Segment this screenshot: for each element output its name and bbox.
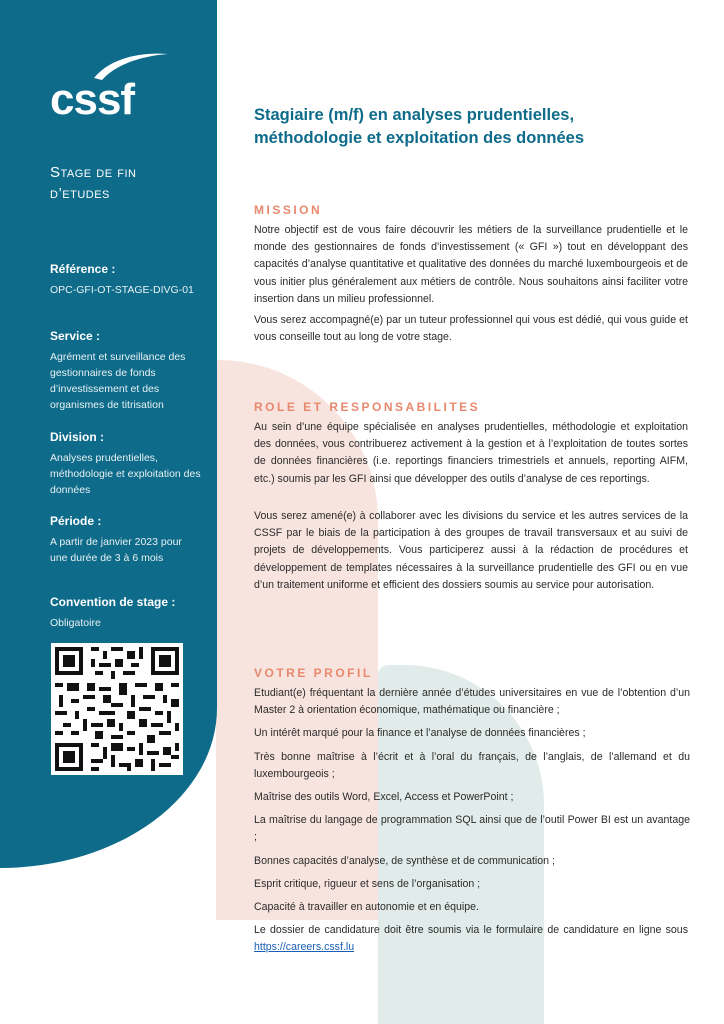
division-label: Division : bbox=[50, 430, 105, 444]
convention-block bbox=[50, 595, 205, 631]
profil-item: Un intérêt marqué pour la finance et l’analyse de données financières ; bbox=[254, 727, 586, 740]
reference-block bbox=[50, 262, 205, 298]
qr-code-icon[interactable] bbox=[51, 643, 183, 775]
convention-label: Convention de stage : bbox=[50, 595, 176, 609]
profil-item: Capacité à travailler en autonomie et en équipe. bbox=[254, 901, 479, 914]
role-heading: ROLE ET RESPONSABILITES bbox=[254, 400, 481, 414]
profil-item: La maîtrise du langage de programmation SQL ainsi que de l’outil Power BI est un avantage ; bbox=[254, 814, 690, 844]
role-paragraph-1: Au sein d’une équipe spécialisée en analyses prudentielles, méthodologie et exploitation des données, vous contribuerez activement à la gestion et à l’exploitation de toutes sortes de données financières (i.e. reportings financiers trimestriels et annuels, reporting AIFM, etc.) soumis par les GFI ainsi que développer des outils d’analyse de ces reportings. bbox=[254, 421, 688, 485]
service-value: Agrément et surveillance des gestionnaires de fonds d’investissement et des organismes de titrisation bbox=[50, 351, 186, 411]
profil-item: Etudiant(e) fréquentant la dernière année d’études universitaires en vue de l’obtention d’un Master 2 à orientation économique, mathématique ou financière ; bbox=[254, 687, 690, 717]
logo-wordmark: cssf bbox=[50, 75, 135, 124]
convention-value: Obligatoire bbox=[50, 617, 101, 629]
careers-link[interactable]: https://careers.cssf.lu bbox=[254, 941, 355, 954]
sidebar bbox=[0, 0, 217, 868]
closing-text: Le dossier de candidature doit être soumis via le formulaire de candidature en ligne sous bbox=[254, 924, 688, 936]
reference-value: OPC-GFI-OT-STAGE-DIVG-01 bbox=[50, 284, 194, 296]
profil-item: Maîtrise des outils Word, Excel, Access et PowerPoint ; bbox=[254, 791, 514, 804]
stage-title: Stage de fin d’etudes bbox=[50, 164, 137, 202]
periode-label: Période : bbox=[50, 514, 102, 528]
profil-item: Esprit critique, rigueur et sens de l’organisation ; bbox=[254, 877, 481, 890]
service-label: Service : bbox=[50, 329, 101, 343]
service-block bbox=[50, 329, 205, 413]
mission-paragraph-1: Notre objectif est de vous faire découvrir les métiers de la surveillance prudentielle et le monde des gestionnaires de fonds d’investissement (« GFI ») tout en développant des capacités d’analyse quantitative et qualitative des données du marché luxembourgeois et de vous initier plus généralement aux métiers de contrôle. Nous souhaitons ainsi faciliter votre insertion dans un milieu professionnel. bbox=[254, 224, 688, 305]
division-block bbox=[50, 430, 205, 498]
mission-heading: MISSION bbox=[254, 203, 323, 217]
closing-paragraph bbox=[254, 922, 688, 956]
profil-item: Bonnes capacités d’analyse, de synthèse et de communication ; bbox=[254, 854, 555, 867]
profil-list bbox=[254, 685, 690, 922]
periode-block bbox=[50, 514, 205, 566]
profil-item: Très bonne maîtrise à l’écrit et à l’oral du français, de l’anglais, de l’allemand et du luxembourgeois ; bbox=[254, 750, 690, 780]
profil-heading: VOTRE PROFIL bbox=[254, 666, 373, 680]
division-value: Analyses prudentielles, méthodologie et exploitation des données bbox=[50, 452, 201, 496]
role-paragraph-2: Vous serez amené(e) à collaborer avec les divisions du service et les autres services de la CSSF par le biais de la participation à des groupes de travail transversaux et au suivi de projets de développements. Vous participerez aussi à la rédaction de procédures et développement de templates nécessaires à la surveillance prudentielle des GFI ou en vue d’un traitement uniforme et efficient des dossiers soumis au service pour autorisation. bbox=[254, 510, 688, 591]
mission-paragraph-2: Vous serez accompagné(e) par un tuteur professionnel qui vous est dédié, qui vous guide et vous conseille tout au long de votre stage. bbox=[254, 314, 688, 344]
job-title: Stagiaire (m/f) en analyses prudentielles, méthodologie et exploitation des données bbox=[254, 106, 585, 147]
periode-value: A partir de janvier 2023 pour une durée de 3 à 6 mois bbox=[50, 536, 182, 564]
reference-label: Référence : bbox=[50, 262, 116, 276]
cssf-logo bbox=[50, 50, 170, 125]
